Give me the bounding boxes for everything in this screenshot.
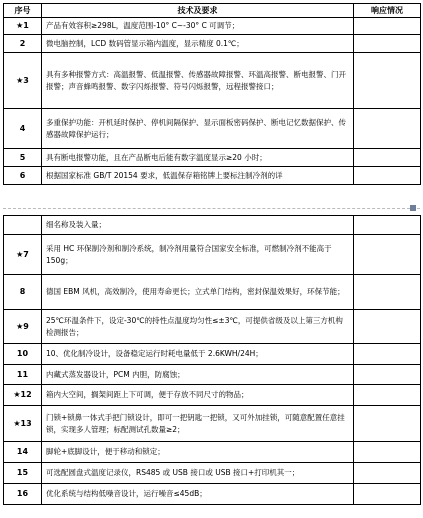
row-number: 16	[4, 484, 42, 505]
page-break-marker	[410, 205, 416, 211]
row-requirement: 箱内大空间，搁架间距上下可调，便于存放不同尺寸的物品；	[42, 385, 354, 406]
row-requirement: 25℃环温条件下，设定-30℃的持性点温度均匀性≤±3℃，可提供省级及以上第三方机构检测报告；	[42, 310, 354, 344]
row-requirement: 多重保护功能：开机延时保护、停机间隔保护、显示面板密码保护、断电记忆数据保护、传感器故障保护运行；	[42, 109, 354, 149]
row-requirement: 可选配圆盘式温度记录仪，RS485 或 USB 接口或 USB 接口+打印机其一；	[42, 463, 354, 484]
row-response	[354, 53, 421, 109]
row-requirement: 内藏式蒸发器设计，PCM 内胆，防腐蚀；	[42, 365, 354, 385]
row-number: ★7	[4, 235, 42, 275]
row-number: ★13	[4, 406, 42, 442]
row-response	[354, 235, 421, 275]
row-requirement: 德国 EBM 风机，高效制冷，使用寿命更长；立式单门结构，密封保温效果好，环保节能；	[42, 275, 354, 310]
table-row	[4, 109, 421, 149]
header-requirement: 技术及要求	[42, 4, 354, 18]
table-row	[4, 310, 421, 344]
row-requirement: 产品有效容积≥298L，温度范围-10° C~-30° C 可调节；	[42, 18, 354, 35]
row-number: 5	[4, 149, 42, 167]
row-response	[354, 463, 421, 484]
table-row	[4, 235, 421, 275]
row-number: 15	[4, 463, 42, 484]
row-requirement: 10、优化制冷设计，设备稳定运行时耗电量低于 2.6KWH/24H；	[42, 344, 354, 365]
row-requirement: 微电脑控制，LCD 数码管显示箱内温度，显示精度 0.1℃；	[42, 35, 354, 53]
row-number: 8	[4, 275, 42, 310]
row-response	[354, 406, 421, 442]
table-row	[4, 406, 421, 442]
row-response	[354, 35, 421, 53]
row-requirement: 采用 HC 环保制冷剂和制冷系统，制冷剂用量符合国家安全标准，可燃制冷剂不能高于 150g；	[42, 235, 354, 275]
row-number	[4, 216, 42, 235]
row-response	[354, 216, 421, 235]
table-row	[4, 484, 421, 505]
row-number: ★9	[4, 310, 42, 344]
table-row	[4, 35, 421, 53]
table-row	[4, 275, 421, 310]
table-row	[4, 344, 421, 365]
table-row	[4, 53, 421, 109]
row-response	[354, 149, 421, 167]
table-row	[4, 365, 421, 385]
row-requirement: 具有断电报警功能，且在产品断电后能有数字温度显示≥20 小时；	[42, 149, 354, 167]
row-response	[354, 18, 421, 35]
row-requirement: 优化系统与结构低噪音设计，运行噪音≤45dB；	[42, 484, 354, 505]
row-response	[354, 167, 421, 185]
row-number: 14	[4, 442, 42, 463]
row-number: 2	[4, 35, 42, 53]
row-response	[354, 109, 421, 149]
row-number: 4	[4, 109, 42, 149]
row-requirement: 根据国家标准 GB/T 20154 要求，低温保存箱铭牌上要标注制冷剂的详	[42, 167, 354, 185]
row-requirement: 细名称及装入量；	[42, 216, 354, 235]
row-number: ★3	[4, 53, 42, 109]
row-number: 11	[4, 365, 42, 385]
row-requirement: 具有多种报警方式：高温报警、低温报警、传感器故障报警、环温高报警、断电报警、门开报警；声音蜂鸣报警、数字闪烁报警、符号闪烁报警，远程报警接口；	[42, 53, 354, 109]
requirements-table-bottom	[3, 215, 421, 505]
row-number: 10	[4, 344, 42, 365]
row-number: 6	[4, 167, 42, 185]
table-row	[4, 463, 421, 484]
row-response	[354, 442, 421, 463]
header-response: 响应情况	[354, 4, 421, 18]
row-response	[354, 484, 421, 505]
page-break-divider	[3, 208, 420, 209]
table-row	[4, 385, 421, 406]
requirements-table-top	[3, 3, 421, 185]
header-no: 序号	[4, 4, 42, 18]
row-requirement: 门锁+锁鼻一体式手把门锁设计，即可一把钥匙一把锁，又可外加挂锁，可随意配置任意挂锁，实现多人管理；标配测试孔数量≥2；	[42, 406, 354, 442]
row-number: ★12	[4, 385, 42, 406]
row-number: ★1	[4, 18, 42, 35]
table-row	[4, 18, 421, 35]
row-response	[354, 310, 421, 344]
table-row	[4, 216, 421, 235]
row-requirement: 脚轮+底脚设计，便于移动和锁定；	[42, 442, 354, 463]
table-row	[4, 442, 421, 463]
table-header-row	[4, 4, 421, 18]
row-response	[354, 344, 421, 365]
row-response	[354, 275, 421, 310]
row-response	[354, 365, 421, 385]
row-response	[354, 385, 421, 406]
table-row	[4, 149, 421, 167]
table-row	[4, 167, 421, 185]
